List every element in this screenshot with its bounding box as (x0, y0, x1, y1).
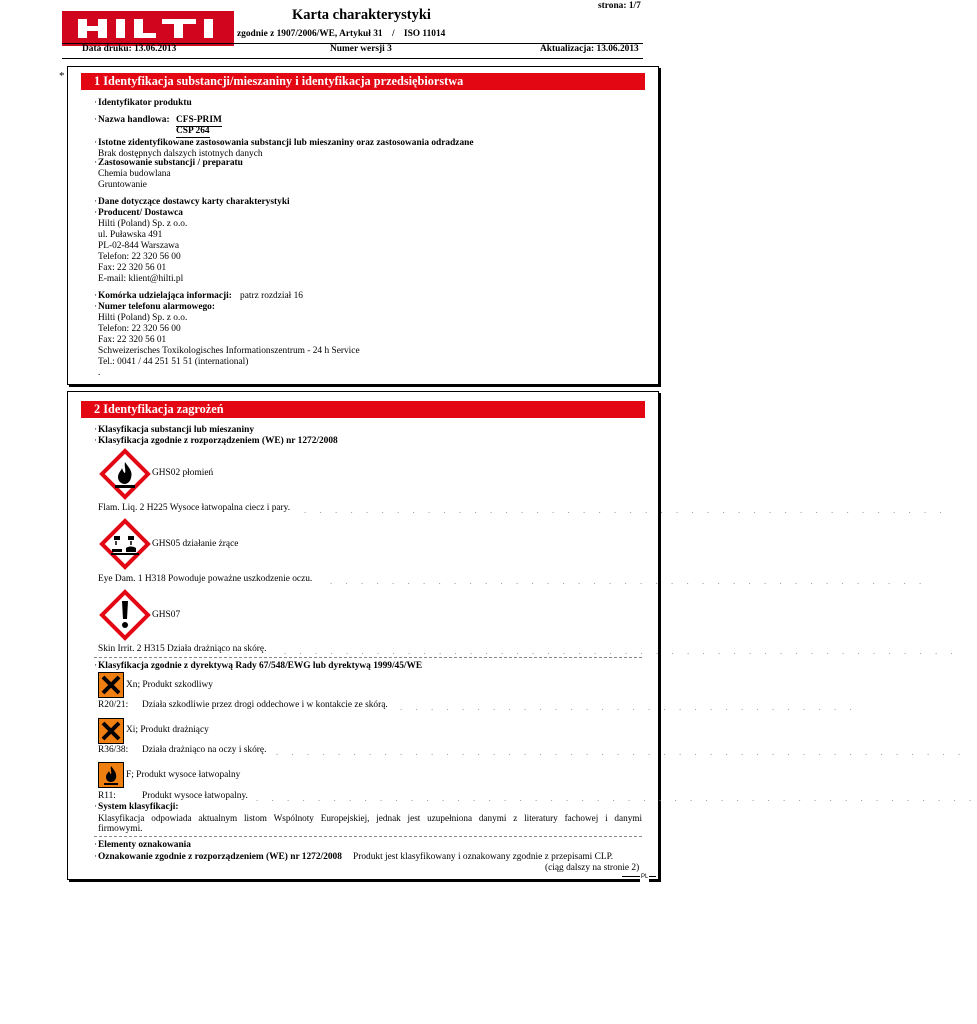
producer-line: ul. Puławska 491 (98, 230, 163, 240)
harmful-x-icon (98, 672, 124, 698)
supplier-details-label: Dane dotyczące dostawcy karty charakterystyki (98, 197, 290, 207)
hazard-statement: Skin Irrit. 2 H315 Działa drażniąco na skórę. (98, 644, 267, 654)
risk-code: R11: (98, 791, 116, 801)
dot-leader: . . . . . . . . . . . . . . . . . . . . . . . . . . . . . . . . . . . . . . . (330, 576, 927, 586)
emergency-line: . (98, 368, 101, 378)
producer-email: E-mail: klient@hilti.pl (98, 274, 184, 284)
dsd-symbol-label: F; Produkt wysoce łatwopalny (126, 770, 241, 780)
risk-phrase: Produkt wysoce łatwopalny. (142, 791, 248, 801)
producer-line: Telefon: 22 320 56 00 (98, 252, 181, 262)
trade-name-2: CSP 264 (176, 126, 210, 138)
risk-phrase: Działa drażniąco na oczy i skórę. (142, 745, 267, 755)
system-text: Klasyfikacja odpowiada aktualnym listom Wspólnoty Europejskiej, jednak jest uzupełniona danymi z literatury fachowej i danymi (98, 813, 642, 823)
hazard-statement: Flam. Liq. 2 H225 Wysoce łatwopalna ciecz i pary. (98, 503, 291, 513)
risk-code: R36/38: (98, 745, 129, 755)
dot-leader: . . . . . . . . . . . . . . . . . . . . . . . . . . . . . . . . . . . . . . . . . . . . . (276, 747, 966, 757)
dot-leader: . . . . . . . . . . . . . . . . . . . . . . . . . . . . . . (400, 702, 858, 712)
exclamation-icon (100, 590, 150, 640)
ghs-label: GHS02 płomień (152, 468, 214, 478)
irritant-x-icon (98, 718, 124, 744)
regulation-line: zgodnie z 1907/2006/WE, Artykuł 31 / ISO 11014 (237, 29, 446, 39)
flammable-f-icon (98, 762, 124, 788)
emergency-line: Fax: 22 320 56 01 (98, 335, 167, 345)
change-mark: * (59, 70, 65, 82)
ghs-label: GHS05 działanie żrące (152, 539, 239, 549)
page-number: strona: 1/7 (598, 1, 641, 11)
dsd-symbol-label: Xn; Produkt szkodliwy (126, 680, 213, 690)
info-value: patrz rozdział 16 (240, 291, 303, 301)
producer-label: Producent/ Dostawca (98, 208, 183, 218)
trade-name-1: CFS-PRIM (176, 115, 222, 127)
language-code: PL (640, 872, 649, 883)
emergency-line: Schweizerisches Toxikologisches Informationszentrum - 24 h Service (98, 346, 360, 356)
use-label: Zastosowanie substancji / preparatu (98, 158, 243, 168)
ghs-label: GHS07 (152, 610, 181, 620)
dsd-label: Klasyfikacja zgodnie z dyrektywą Rady 67/548/EWG lub dyrektywą 1999/45/WE (98, 661, 423, 671)
risk-phrase: Działa szkodliwie przez drogi oddechowe i w kontakcie ze skórą. (142, 700, 388, 710)
version-number: Numer wersji 3 (330, 44, 392, 54)
hilti-logo (62, 11, 234, 46)
dsd-symbol-label: Xi; Produkt drażniący (126, 725, 209, 735)
product-identifier-label: Identyfikator produktu (98, 98, 192, 108)
corrosion-icon (100, 519, 150, 569)
labelling-label: Oznakowanie zgodnie z rozporządzeniem (WE) nr 1272/2008 (98, 852, 342, 862)
dashed-divider (94, 657, 642, 658)
dot-leader: . . . . . . . . . . . . . . . . . . . . . . . . . . . . . . . . . . . . . . . . . . . . . . . (256, 793, 977, 803)
use-1: Chemia budowlana (98, 169, 171, 179)
producer-line: PL-02-844 Warszawa (98, 241, 180, 251)
update-date: Aktualizacja: 13.06.2013 (540, 44, 639, 54)
continued-note: (ciąg dalszy na stronie 2) (545, 863, 640, 873)
trade-name-label: Nazwa handlowa: (98, 115, 170, 125)
print-date: Data druku: 13.06.2013 (82, 44, 177, 54)
relevant-uses-value: Brak dostępnych dalszych istotnych danych (98, 149, 263, 159)
hazard-statement: Eye Dam. 1 H318 Powoduje poważne uszkodzenie oczu. (98, 574, 313, 584)
info-label: Komórka udzielająca informacji: (98, 291, 232, 301)
system-label: System klasyfikacji: (98, 802, 179, 812)
footer-line (622, 876, 656, 877)
flame-icon (100, 449, 150, 499)
risk-code: R20/21: (98, 700, 129, 710)
document-title: Karta charakterystyki (292, 7, 431, 23)
section-2-title: 2 Identyfikacja zagrożeń (81, 401, 645, 418)
dot-leader: . . . . . . . . . . . . . . . . . . . . . . . . . . . . . . . . . . . . . . . . . . (304, 505, 948, 515)
dashed-divider (94, 836, 642, 837)
header-divider-bottom (62, 58, 643, 59)
producer-line: Hilti (Poland) Sp. z o.o. (98, 219, 188, 229)
system-text-cont: firmowymi. (98, 824, 143, 834)
labelling-value: Produkt jest klasyfikowany i oznakowany zgodnie z przepisami CLP. (353, 852, 614, 862)
emergency-label: Numer telefonu alarmowego: (98, 302, 215, 312)
emergency-line: Tel.: 0041 / 44 251 51 51 (international) (98, 357, 249, 367)
section-1-title: 1 Identyfikacja substancji/mieszaniny i identyfikacja przedsiębiorstwa (81, 73, 645, 90)
classification-label: Klasyfikacja substancji lub mieszaniny (98, 425, 255, 435)
clp-label: Klasyfikacja zgodnie z rozporządzeniem (WE) nr 1272/2008 (98, 436, 338, 446)
emergency-line: Telefon: 22 320 56 00 (98, 324, 181, 334)
dot-leader: . . . . . . . . . . . . . . . . . . . . . . . . . . . . . . . . . . . . . . . . . . . . (284, 646, 959, 656)
emergency-line: Hilti (Poland) Sp. z o.o. (98, 313, 188, 323)
relevant-uses-label: Istotne zidentyfikowane zastosowania substancji lub mieszaniny oraz zastosowania odradzane (98, 138, 474, 148)
use-2: Gruntowanie (98, 180, 147, 190)
label-elements-heading: Elementy oznakowania (98, 840, 191, 850)
producer-line: Fax: 22 320 56 01 (98, 263, 167, 273)
